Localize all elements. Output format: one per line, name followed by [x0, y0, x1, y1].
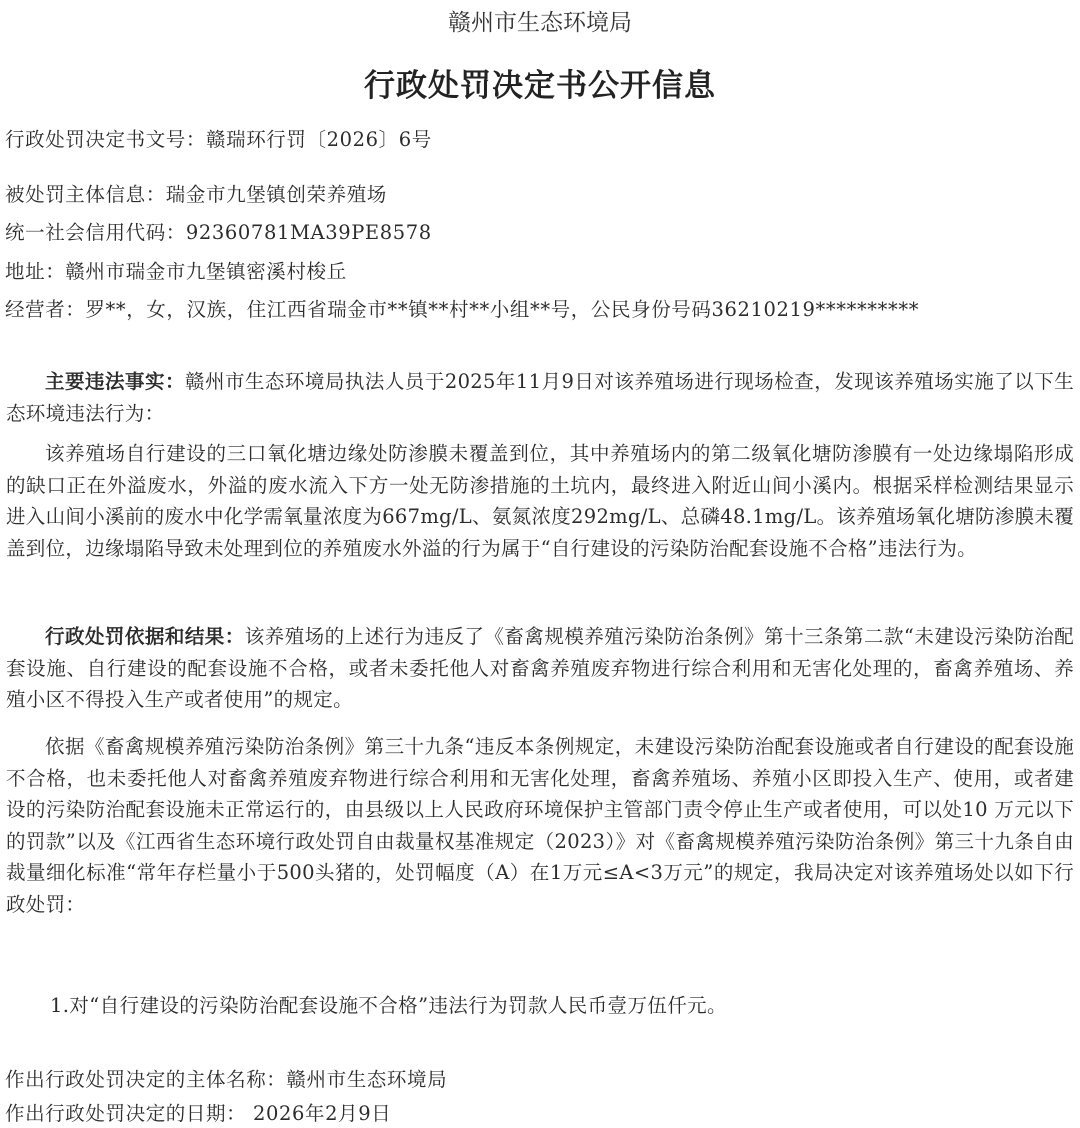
facts-detail: 该养殖场自行建设的三口氧化塘边缘处防渗膜未覆盖到位，其中养殖场内的第二级氧化塘防渗膜有一处边缘塌陷形成的缺口正在外溢废水，外溢的废水流入下方一处无防渗措施的土坑内，最终进入附近山间小溪内。根据采样检测结果显示进入山间小溪前的废水中化学需氧量浓度为667mg/L、氨氮浓度292mg/L、总磷48.1mg/L。该养殖场氧化塘防渗膜未覆盖到位，边缘塌陷导致未处理到位的养殖废水外溢的行为属于“自行建设的污染防治配套设施不合格”违法行为。: [6, 442, 1074, 560]
penalty-result-item: 1.对“自行建设的污染防治配套设施不合格”违法行为罚款人民币壹万伍仟元。: [50, 994, 727, 1017]
operator: 经营者：罗**，女，汉族，住江西省瑞金市**镇**村**小组**号，公民身份号码36210219**********: [5, 298, 920, 321]
facts-label: 主要违法事实：: [45, 370, 185, 393]
basis-text: 该养殖场的上述行为违反了《畜禽规模养殖污染防治条例》第十三条第二款“未建设污染防治配套设施、自行建设的配套设施不合格，或者未委托他人对畜禽养殖废弃物进行综合利用和无害化处理的，畜禽养殖场、养殖小区不得投入生产或者使用”的规定。: [6, 625, 1074, 711]
agency-name: 赣州市生态环境局: [448, 10, 632, 36]
penalized-subject: 被处罚主体信息：瑞金市九堡镇创荣养殖场: [5, 183, 387, 206]
issuer: 作出行政处罚决定的主体名称：赣州市生态环境局: [5, 1068, 448, 1091]
decision-number: 行政处罚决定书文号：赣瑞环行罚〔2026〕6号: [5, 128, 432, 151]
basis-paragraph: [6, 621, 1074, 716]
facts-paragraph: [6, 366, 1074, 429]
address: 地址：赣州市瑞金市九堡镇密溪村梭丘: [5, 260, 347, 283]
decision-date: 作出行政处罚决定的日期： 2026年2月9日: [5, 1102, 392, 1125]
document-title: 行政处罚决定书公开信息: [364, 68, 716, 104]
basis-label: 行政处罚依据和结果：: [45, 625, 245, 648]
credit-code: 统一社会信用代码：92360781MA39PE8578: [5, 221, 432, 244]
penalty-basis: 依据《畜禽规模养殖污染防治条例》第三十九条“违反本条例规定，未建设污染防治配套设施或者自行建设的配套设施不合格，也未委托他人对畜禽养殖废弃物进行综合利用和无害化处理，畜禽养殖场、养殖小区即投入生产、使用，或者建设的污染防治配套设施未正常运行的，由县级以上人民政府环境保护主管部门责令停止生产或者使用，可以处10 万元以下的罚款”以及《江西省生态环境行政处罚自由裁量权基准规定（2023）》对《畜禽规模养殖污染防治条例》第三十九条自由裁量细化标准“常年存栏量小于500头猪的，处罚幅度（A）在1万元≤A<3万元”的规定，我局决定对该养殖场处以如下行政处罚：: [6, 735, 1074, 916]
facts-intro: 赣州市生态环境局执法人员于2025年11月9日对该养殖场进行现场检查，发现该养殖场实施了以下生态环境违法行为：: [6, 370, 1074, 425]
